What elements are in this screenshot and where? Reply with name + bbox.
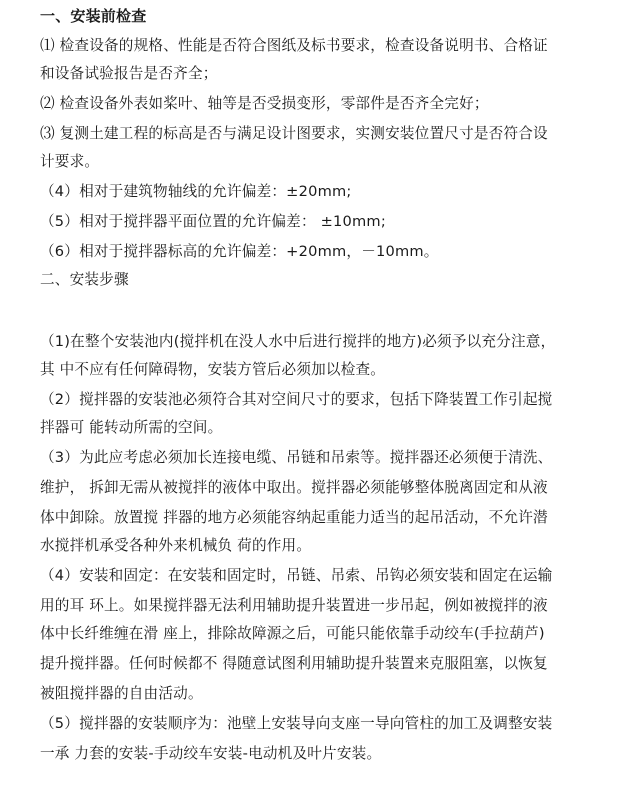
check-item-6: （6）相对于搅拌器标高的允许偏差：+20mm，－10mm。 xyxy=(40,243,439,260)
step-3-line-4: 水搅拌机承受各种外来机械负 荷的作用。 xyxy=(40,537,312,554)
check-item-3-line-1: ⑶ 复测土建工程的标高是否与满足设计图要求，实测安装位置尺寸是否符合设 xyxy=(40,125,548,142)
step-1-line-1: （1)在整个安装池内(搅拌机在没人水中后进行搅拌的地方)必须予以充分注意， xyxy=(40,333,556,350)
check-item-2: ⑵ 检查设备外表如桨叶、轴等是否受损变形，零部件是否齐全完好； xyxy=(40,95,489,112)
step-4-line-2: 用的耳 环上。如果搅拌器无法利用辅助提升装置进一步吊起，例如被搅拌的液 xyxy=(40,597,548,614)
step-4-line-4: 提升搅拌器。任何时候都不 得随意试图利用辅助提升装置来克服阻塞，以恢复 xyxy=(40,655,548,672)
check-item-4: （4）相对于建筑物轴线的允许偏差：±20mm; xyxy=(40,183,352,200)
check-item-1-line-2: 和设备试验报告是否齐全； xyxy=(40,65,218,82)
step-3-line-3: 体中卸除。放置搅 拌器的地方必须能容纳起重能力适当的起吊活动，不允许潜 xyxy=(40,509,548,526)
step-5-line-2: 一承 力套的安装-手动绞车安装-电动机及叶片安装。 xyxy=(40,745,382,762)
step-4-line-1: （4）安装和固定：在安装和固定时，吊链、吊索、吊钩必须安装和固定在运输 xyxy=(40,567,553,584)
step-4-line-5: 被阻搅拌器的自由活动。 xyxy=(40,685,203,702)
step-3-line-1: （3）为此应考虑必须加长连接电缆、吊链和吊索等。搅拌器还必须便于清洗、 xyxy=(40,449,553,466)
section-title-install-steps: 二、安装步骤 xyxy=(40,271,129,288)
step-5-line-1: （5）搅拌器的安装顺序为：池壁上安装导向支座一导向管柱的加工及调整安装 xyxy=(40,715,553,732)
step-2-line-2: 拌器可 能转动所需的空间。 xyxy=(40,419,223,436)
step-2-line-1: （2）搅拌器的安装池必须符合其对空间尺寸的要求，包括下降装置工作引起搅 xyxy=(40,391,553,408)
step-3-line-2: 维护， 拆卸无需从被搅拌的液体中取出。搅拌器必须能够整体脱离固定和从液 xyxy=(40,479,548,496)
step-4-line-3: 体中长纤维缠在滑 座上，排除故障源之后，可能只能依靠手动绞车(手拉葫芦) xyxy=(40,625,545,642)
check-item-1-line-1: ⑴ 检查设备的规格、性能是否符合图纸及标书要求，检查设备说明书、合格证 xyxy=(40,37,548,54)
section-title-pre-install-check: 一、安装前检查 xyxy=(40,7,147,25)
check-item-5: （5）相对于搅拌器平面位置的允许偏差： ±10mm; xyxy=(40,213,386,230)
check-item-3-line-2: 计要求。 xyxy=(40,153,100,170)
step-1-line-2: 其 中不应有任何障碍物，安装方管后必须加以检查。 xyxy=(40,361,386,378)
